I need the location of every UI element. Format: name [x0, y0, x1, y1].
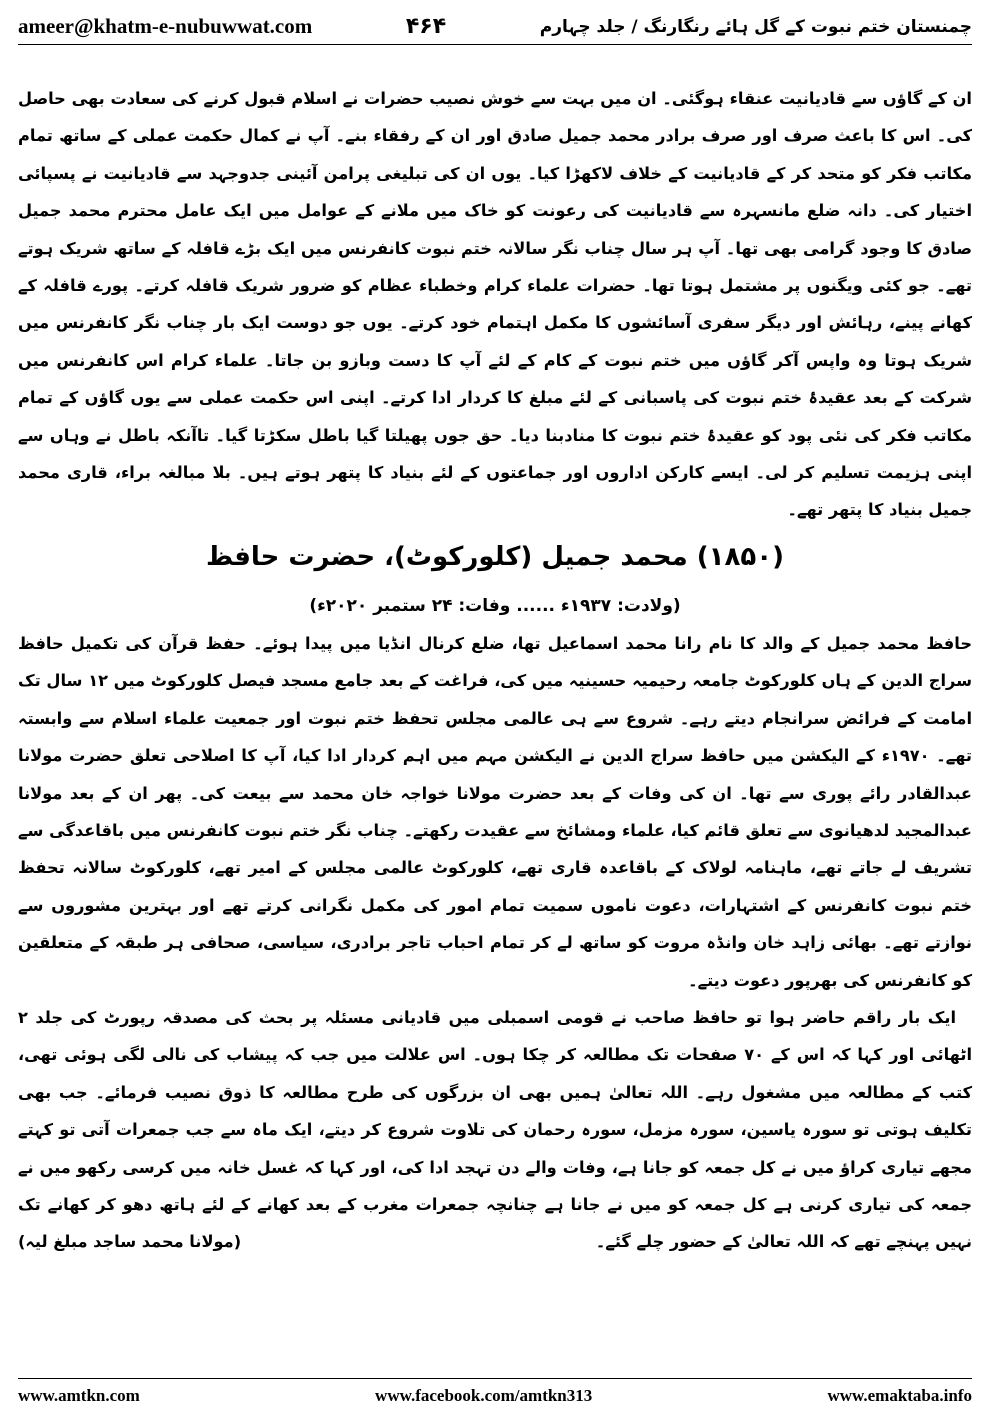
intro-paragraph: ان کے گاؤں سے قادیانیت عنقاء ہوگئی۔ ان میں بہت سے خوش نصیب حضرات نے اسلام قبول کرنے کی سعادت بھی حاصل کی۔ اس کا باعث صرف اور صرف برادر محمد جمیل صادق اور ان کے رفقاء بنے۔ آپ نے کمال حکمت عملی کے ساتھ تمام مکاتب فکر کو متحد کر کے قادیانیت کے خلاف لاکھڑا کیا۔ یوں ان کی تبلیغی پرامن آئینی جدوجہد سے قادیانیت نے پسپائی اختیار کی۔ دانہ ضلع مانسہرہ سے قادیانیت کی رعونت کو خاک میں ملانے کے عوامل میں ایک عامل محترم محمد جمیل صادق کا وجود گرامی بھی تھا۔ آپ ہر سال چناب نگر سالانہ ختم نبوت کانفرنس میں ایک بڑے قافلہ کے ساتھ شریک ہوتے تھے۔ جو کئی ویگنوں پر مشتمل ہوتا تھا۔ حضرات علماء کرام وخطباء عظام کو ضرور شریک قافلہ کرتے۔ پورے قافلہ کے کھانے پینے، رہائش اور دیگر سفری آسائشوں کا مکمل اہتمام خود کرتے۔ یوں جو دوست ایک بار چناب نگر کانفرنس میں شریک ہوتا وہ واپس آکر گاؤں میں ختم نبوت کے کام کے لئے آپ کا دست وبازو بن جاتا۔ علماء کرام اس کانفرنس میں شرکت کے بعد عقیدۂ ختم نبوت کی پاسبانی کے لئے مبلغ کا کردار ادا کرتے۔ اپنی اس حکمت عملی سے یوں گاؤں کے تمام مکاتب فکر کی نئی پود کو عقیدۂ ختم نبوت کا منادبنا دیا۔ حق جوں پھیلتا گیا باطل سکڑتا گیا۔ تاآنکہ باطل نے وہاں سے اپنی ہزیمت تسلیم کر لی۔ ایسے کارکن اداروں اور جماعتوں کے لئے بنیاد کا پتھر ہوتے ہیں۔ بلا مبالغہ براء، قاری محمد جمیل بنیاد کا پتھر تھے۔ [18, 89, 972, 520]
page-header [18, 8, 972, 45]
page-content [18, 80, 972, 1261]
footer-right-url[interactable]: www.emaktaba.info [827, 1386, 972, 1405]
anecdote-text: ایک بار راقم حاضر ہوا تو حافظ صاحب نے قومی اسمبلی میں قادیانی مسئلہ پر بحث کی مصدقہ رپورٹ کی جلد ۲ اٹھائی اور کہا کہ اس کے ۷۰ صفحات تک مطالعہ کر چکا ہوں۔ اس علالت میں جب کہ پیشاب کی نالی لگی ہوئی تھی، کتب کے مطالعہ میں مشغول رہے۔ اللہ تعالیٰ ہمیں بھی ان بزرگوں کی طرح مطالعہ کا ذوق نصیب فرمائے۔ جب بھی تکلیف ہوتی تو سورہ یاسین، سورہ مزمل، سورہ رحمان کی تلاوت شروع کر دیتے، ایک ماہ سے جب جمعرات آتی تو کہتے مجھے تیاری کراؤ میں نے کل جمعہ کو جانا ہے، وفات والے دن تہجد ادا کی، اور کہا کہ غسل خانہ میں کرسی رکھو میں نے جمعہ کی تیاری کرنی ہے کل جمعہ کو میں نے جانا ہے چنانچہ جمعرات مغرب کے بعد کھانے کے لئے ہاتھ دھو کر کھانے تک نہیں پہنچے تھے کہ اللہ تعالیٰ کے حضور چلے گئے۔ [18, 1007, 972, 1252]
section-title: (۱۸۵۰) محمد جمیل (کلورکوٹ)، حضرت حافظ [205, 541, 784, 572]
footer-left-url[interactable]: www.amtkn.com [18, 1386, 140, 1405]
biography-paragraph: حافظ محمد جمیل کے والد کا نام رانا محمد اسماعیل تھا، ضلع کرنال انڈیا میں پیدا ہوئے۔ حفظ قرآن کی تکمیل حافظ سراج الدین کے ہاں کلورکوٹ جامعہ رحیمیہ حسینیہ میں کی، فراغت کے بعد جامع مسجد فیصل کلورکوٹ میں ۱۲ سال تک امامت کے فرائض سرانجام دیتے رہے۔ شروع سے ہی عالمی مجلس تحفظ ختم نبوت اور جمعیت علماء اسلام سے وابستہ تھے۔ ۱۹۷۰ء کے الیکشن میں حافظ سراج الدین نے الیکشن مہم میں اہم کردار ادا کیا، آپ کا اصلاحی تعلق حضرت مولانا عبدالقادر رائے پوری سے تھا۔ ان کی وفات کے بعد حضرت مولانا خواجہ خان محمد سے بیعت کی۔ پھر ان کے بعد مولانا عبدالمجید لدھیانوی سے تعلق قائم کیا، علماء ومشائخ سے عقیدت رکھتے۔ چناب نگر ختم نبوت کانفرنس میں باقاعدگی سے تشریف لے جاتے تھے، ماہنامہ لولاک کے باقاعدہ قاری تھے، کلورکوٹ عالمی مجلس کے امیر تھے، کلورکوٹ سالانہ تحفظ ختم نبوت کانفرنس کے اشتہارات، دعوت ناموں سمیت تمام امور کی مکمل نگرانی کرتے تھے اور بہترین مشوروں سے نوازتے تھے۔ بھائی زاہد خان وانڈہ مروت کو ساتھ لے کر تمام احباب تاجر برادری، سیاسی، صحافی ہر طبقہ کے متعلقین کو کانفرنس کی بھرپور دعوت دیتے۔ [18, 633, 973, 990]
section-dates: (ولادت: ۱۹۳۷ء ...... وفات: ۲۴ ستمبر ۲۰۲۰ء) [309, 595, 681, 616]
author-signature: (مولانا محمد ساجد مبلغ لیہ) [18, 1232, 242, 1252]
header-email[interactable]: ameer@khatm-e-nubuwwat.com [18, 13, 313, 38]
anecdote-paragraph [18, 999, 972, 1261]
footer-center-url[interactable]: www.facebook.com/amtkn313 [375, 1386, 593, 1405]
book-title: چمنستان ختم نبوت کے گل ہائے رنگارنگ / جلد چہارم [539, 16, 972, 37]
page-footer [18, 1378, 972, 1413]
page-number: ۴۶۴ [405, 13, 447, 39]
